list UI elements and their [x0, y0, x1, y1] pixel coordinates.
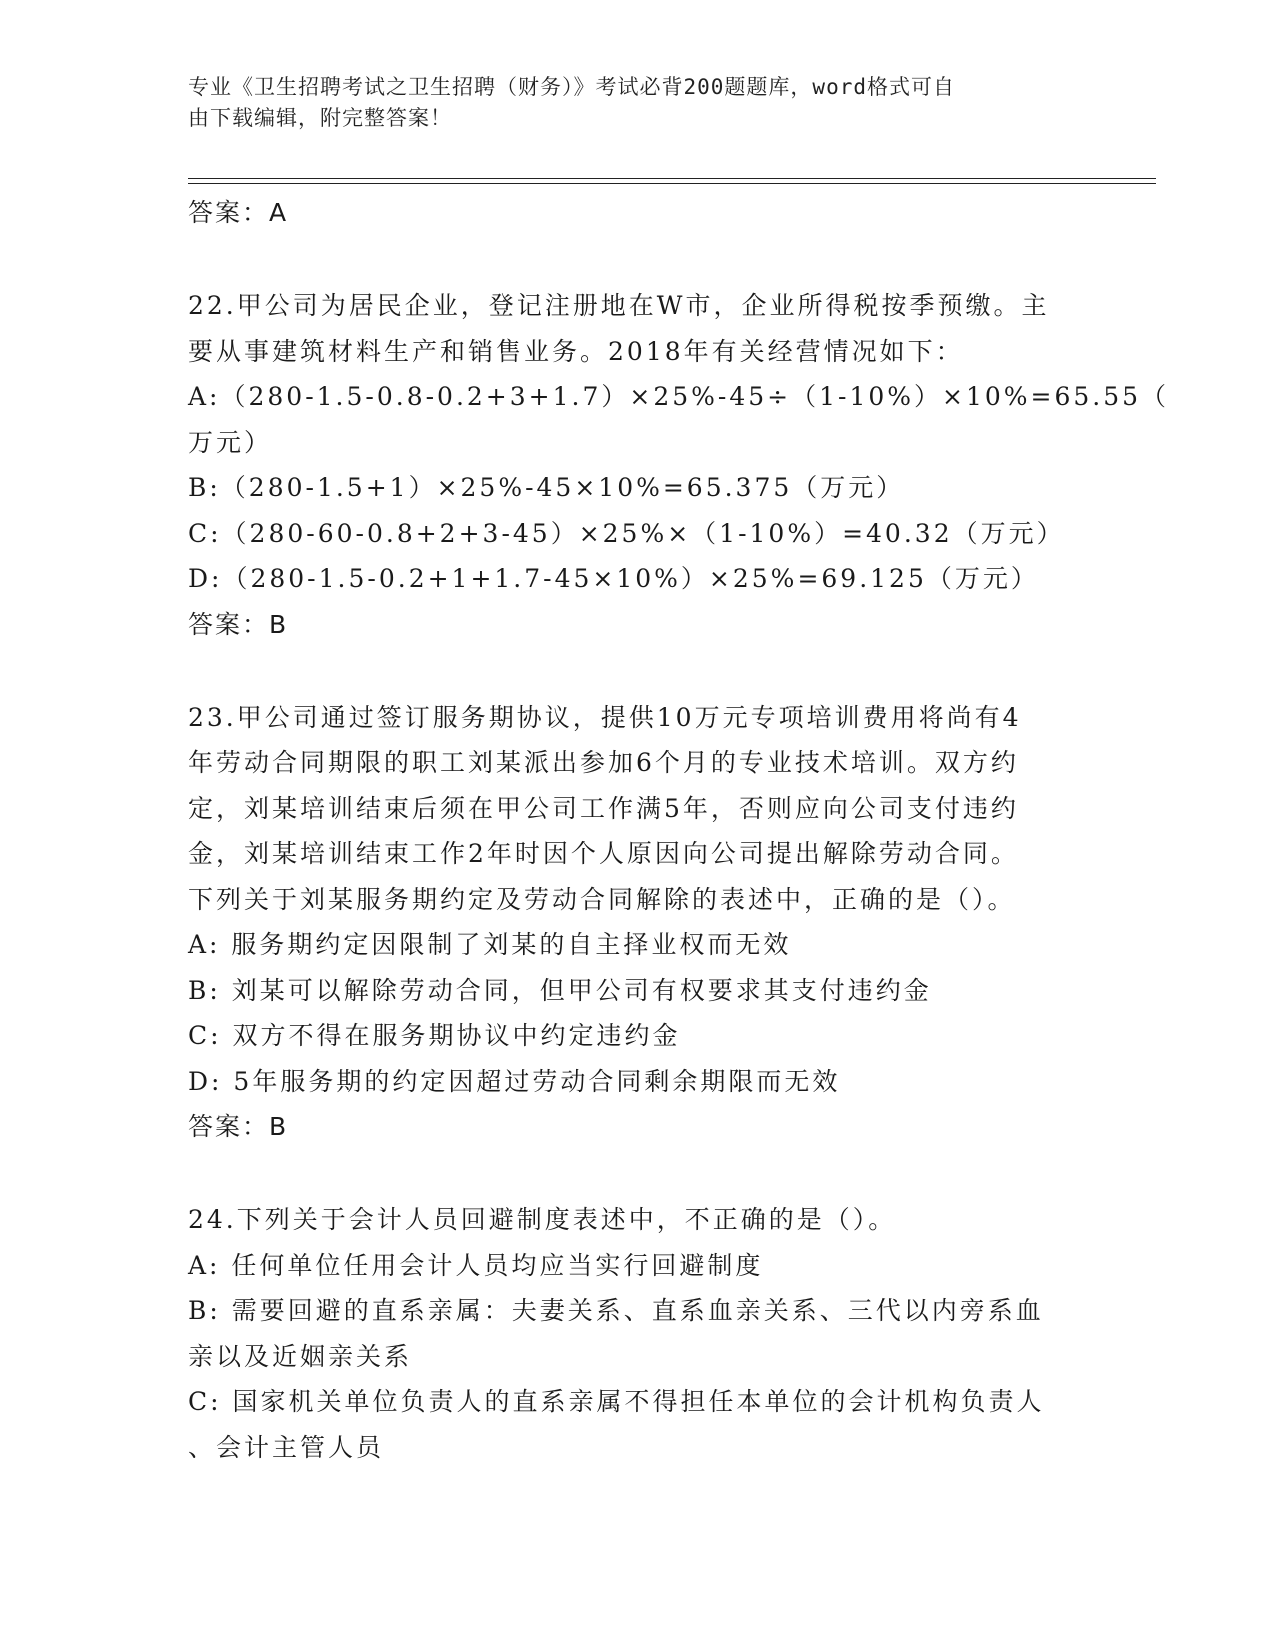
header-rule-top: [188, 178, 1156, 179]
question-22-answer: 答案：B: [188, 609, 289, 639]
option-a-continued: 万元）: [188, 427, 273, 457]
option-b-continued: 亲以及近姻亲关系: [188, 1341, 413, 1371]
option-c: C: 双方不得在服务期协议中约定违约金: [188, 1021, 681, 1050]
option-a: A: 服务期约定因限制了刘某的自主择业权而无效: [188, 930, 792, 959]
question-22: [188, 283, 1170, 647]
option-a: A: 任何单位任用会计人员均应当实行回避制度: [188, 1250, 764, 1280]
question-22-line: 22.甲公司为居民企业，登记注册地在W市，企业所得税按季预缴。主: [188, 291, 1050, 320]
option-b: B: 刘某可以解除劳动合同，但甲公司有权要求其支付违约金: [188, 975, 932, 1005]
option-c: C: 国家机关单位负责人的直系亲属不得担任本单位的会计机构负责人: [188, 1387, 1045, 1416]
previous-answer: 答案：A: [188, 198, 289, 227]
question-23-line: 年劳动合同期限的职工刘某派出参加6个月的专业技术培训。双方约: [188, 748, 1019, 777]
question-24-line: 24.下列关于会计人员回避制度表述中，不正确的是（）。: [188, 1205, 897, 1234]
header-line-2: 由下载编辑，附完整答案！: [188, 106, 452, 130]
option-b: B: 需要回避的直系亲属：夫妻关系、直系血亲关系、三代以内旁系血: [188, 1296, 1044, 1325]
option-a: A:（280-1.5-0.8-0.2+3+1.7）×25%-45÷（1-10%）×10%=65.55（: [188, 382, 1170, 411]
question-23: [188, 695, 1088, 1150]
question-23-answer: 答案：B: [188, 1112, 289, 1141]
option-d: D:（280-1.5-0.2+1+1.7-45×10%）×25%=69.125（万元）: [188, 564, 1039, 593]
option-c: C:（280-60-0.8+2+3-45）×25%×（1-10%）=40.32（万元）: [188, 518, 1065, 548]
question-23-line: 定，刘某培训结束后须在甲公司工作满5年，否则应向公司支付违约: [188, 793, 1019, 823]
header-rule-bottom: [188, 183, 1156, 184]
question-23-line: 下列关于刘某服务期约定及劳动合同解除的表述中，正确的是（）。: [188, 884, 1016, 914]
question-22-line: 要从事建筑材料生产和销售业务。2018年有关经营情况如下：: [188, 336, 964, 366]
question-24: [188, 1197, 1088, 1470]
question-23-line: 金，刘某培训结束工作2年时因个人原因向公司提出解除劳动合同。: [188, 839, 1019, 868]
page-header: [188, 72, 1068, 134]
document-body: [188, 190, 1170, 1470]
question-23-line: 23.甲公司通过签订服务期协议，提供10万元专项培训费用将尚有4: [188, 702, 1022, 732]
option-d: D: 5年服务期的约定因超过劳动合同剩余期限而无效: [188, 1066, 841, 1096]
option-b: B:（280-1.5+1）×25%-45×10%=65.375（万元）: [188, 473, 905, 502]
option-c-continued: 、会计主管人员: [188, 1432, 385, 1462]
header-line-1: 专业《卫生招聘考试之卫生招聘（财务）》考试必背200题题库，word格式可自: [188, 75, 955, 99]
